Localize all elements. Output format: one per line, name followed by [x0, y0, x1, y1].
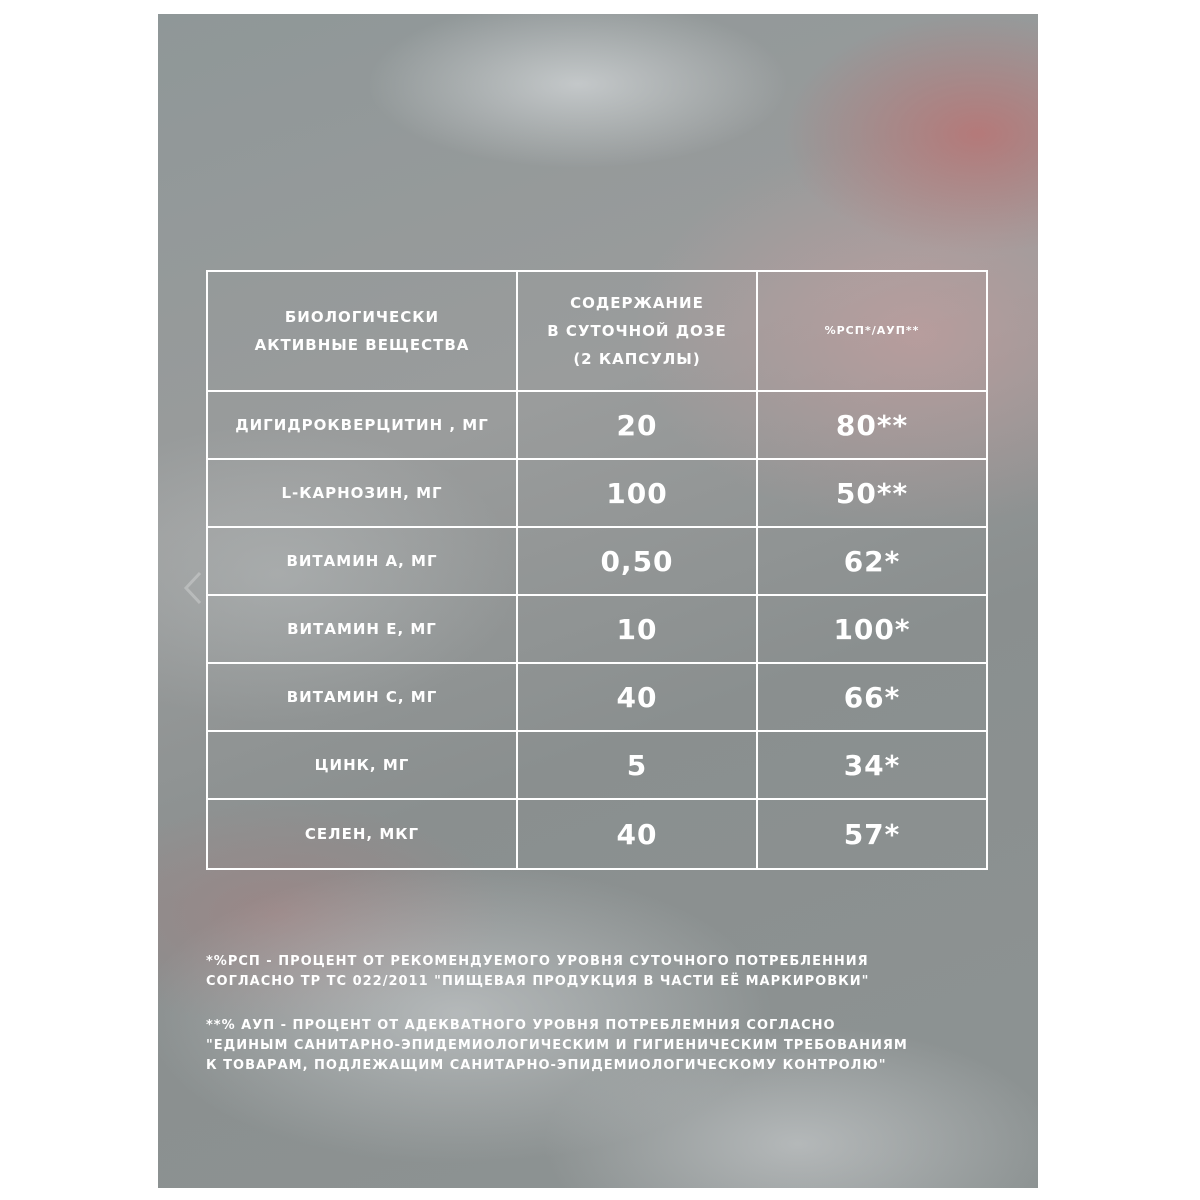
table-row-name: ВИТАМИН А, МГ: [208, 528, 518, 596]
table-row-percent: 100*: [758, 596, 986, 664]
footnote-rsp-line-1: *%РСП - ПРОЦЕНТ ОТ РЕКОМЕНДУЕМОГО УРОВНЯ СУТОЧНОГО ПОТРЕБЛЕННИЯ: [206, 954, 869, 969]
table-row-amount: 5: [518, 732, 758, 800]
table-row-amount: 10: [518, 596, 758, 664]
background-panel: [158, 14, 1038, 1188]
header-dose-line-1: СОДЕРЖАНИЕ: [570, 294, 704, 312]
table-row-name: СЕЛЕН, МКГ: [208, 800, 518, 868]
header-substances-line-2: АКТИВНЫЕ ВЕЩЕСТВА: [254, 336, 470, 354]
footnote-aup-line-2: "ЕДИНЫМ САНИТАРНО-ЭПИДЕМИОЛОГИЧЕСКИМ И ГИГИЕНИЧЕСКИМ ТРЕБОВАНИЯМ: [206, 1038, 908, 1053]
table-row-amount: 0,50: [518, 528, 758, 596]
footnote-rsp-line-2: СОГЛАСНО ТР ТС 022/2011 "ПИЩЕВАЯ ПРОДУКЦИЯ В ЧАСТИ ЕЁ МАРКИРОВКИ": [206, 974, 870, 989]
footnote-aup-line-1: **% АУП - ПРОЦЕНТ ОТ АДЕКВАТНОГО УРОВНЯ ПОТРЕБЛЕМНИЯ СОГЛАСНО: [206, 1018, 836, 1033]
table-row-percent: 80**: [758, 392, 986, 460]
header-dose-line-2: В СУТОЧНОЙ ДОЗЕ: [547, 322, 727, 340]
table-row-amount: 40: [518, 664, 758, 732]
table-row-name: ДИГИДРОКВЕРЦИТИН , МГ: [208, 392, 518, 460]
table-row-percent: 50**: [758, 460, 986, 528]
table-row-name: ЦИНК, МГ: [208, 732, 518, 800]
header-percent: [758, 272, 986, 392]
header-substances: [208, 272, 518, 392]
chevron-left-icon[interactable]: [182, 570, 204, 606]
footnote-rsp: [206, 952, 1016, 992]
header-daily-dose: [518, 272, 758, 392]
table-row-amount: 100: [518, 460, 758, 528]
table-row-name: ВИТАМИН Е, МГ: [208, 596, 518, 664]
nutrition-table: [206, 270, 988, 870]
table-row-percent: 34*: [758, 732, 986, 800]
table-row-percent: 62*: [758, 528, 986, 596]
table-row-percent: 57*: [843, 817, 901, 851]
footnote-aup: [206, 1016, 1016, 1076]
table-row-name: L-КАРНОЗИН, МГ: [208, 460, 518, 528]
header-dose-line-3: (2 КАПСУЛЫ): [573, 350, 701, 368]
table-row-name: ВИТАМИН С, МГ: [208, 664, 518, 732]
header-percent-text: %РСП*/АУП**: [824, 324, 920, 337]
footnote-aup-line-3: К ТОВАРАМ, ПОДЛЕЖАЩИМ САНИТАРНО-ЭПИДЕМИОЛОГИЧЕСКОМУ КОНТРОЛЮ": [206, 1058, 887, 1073]
table-row-amount: 20: [518, 392, 758, 460]
table-row-percent: 66*: [758, 664, 986, 732]
table-row-amount: 40: [518, 800, 758, 868]
header-substances-line-1: БИОЛОГИЧЕСКИ: [284, 308, 440, 326]
